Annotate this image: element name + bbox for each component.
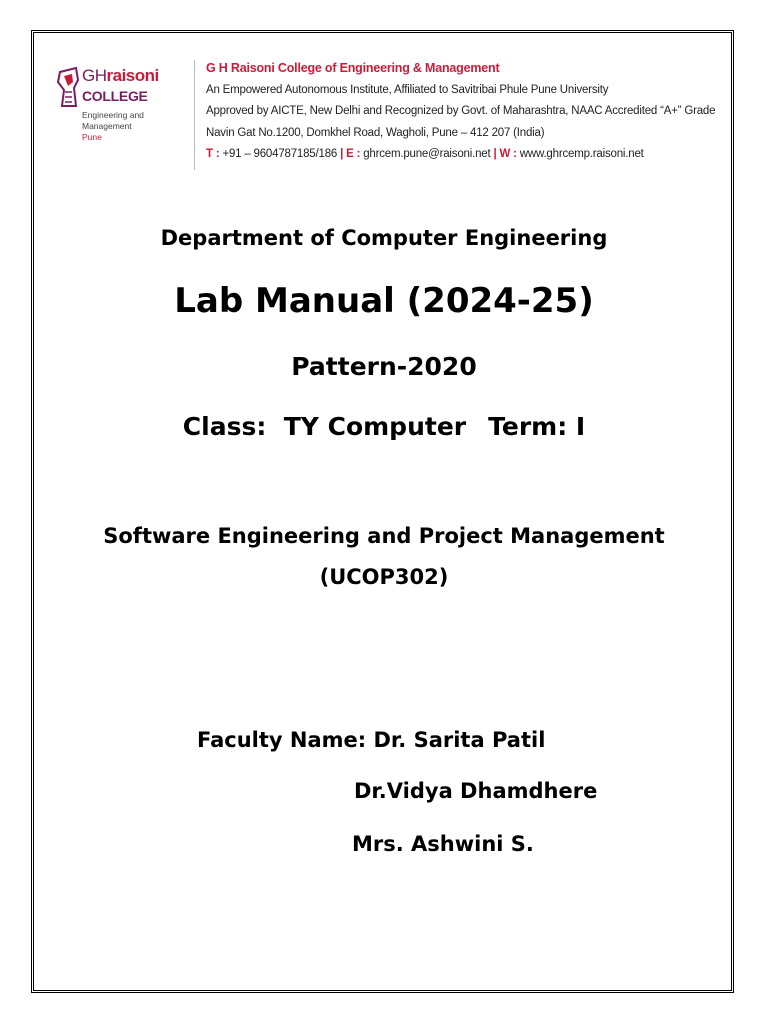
phone-number: +91 – 9604787185/186 bbox=[219, 148, 341, 160]
contact-separator: | bbox=[340, 148, 344, 160]
subject-code: (UCOP302) bbox=[319, 565, 449, 589]
logo-raisoni: raisoni bbox=[106, 66, 159, 85]
term-label: Term: I bbox=[488, 412, 586, 441]
logo-gh: GH bbox=[82, 66, 107, 85]
web-label: W : bbox=[496, 148, 517, 160]
pattern-label: Pattern-2020 bbox=[291, 352, 477, 381]
email-address[interactable]: ghrcem.pune@raisoni.net bbox=[360, 148, 494, 160]
faculty-name-third: Mrs. Ashwini S. bbox=[352, 832, 534, 856]
phone-label: T : bbox=[206, 148, 220, 160]
department-heading: Department of Computer Engineering bbox=[160, 226, 608, 250]
institute-approval: Approved by AICTE, New Delhi and Recognized by Govt. of Maharashtra, NAAC Accredited “A+” Grade bbox=[206, 105, 716, 117]
faculty-name-primary: Faculty Name: Dr. Sarita Patil bbox=[197, 728, 546, 752]
institute-contact bbox=[206, 144, 736, 166]
lion-logo-icon bbox=[56, 66, 80, 110]
subject-name: Software Engineering and Project Management bbox=[103, 524, 665, 548]
email-label: E : bbox=[343, 148, 361, 160]
web-address[interactable]: www.ghrcemp.raisoni.net bbox=[516, 148, 644, 160]
faculty-name-second: Dr.Vidya Dhamdhere bbox=[354, 779, 598, 803]
institute-name: G H Raisoni College of Engineering & Management bbox=[206, 61, 500, 75]
class-term-line bbox=[0, 412, 768, 441]
logo-college: COLLEGE bbox=[82, 88, 148, 104]
document-title: Lab Manual (2024-25) bbox=[174, 281, 594, 321]
institute-info bbox=[206, 58, 736, 166]
institute-address: Navin Gat No.1200, Domkhel Road, Wagholi, Pune – 412 207 (India) bbox=[206, 126, 545, 139]
header-divider bbox=[194, 60, 195, 170]
contact-separator: | bbox=[493, 148, 497, 160]
logo-subtitle bbox=[82, 110, 144, 143]
logo-wordmark bbox=[82, 66, 159, 86]
institute-affiliation: An Empowered Autonomous Institute, Affiliated to Savitribai Phule Pune University bbox=[206, 83, 609, 96]
letterhead bbox=[56, 42, 736, 172]
logo-sub-pune: Pune bbox=[82, 132, 102, 142]
college-logo bbox=[56, 62, 176, 152]
class-label: Class: TY Computer bbox=[182, 412, 467, 441]
logo-sub-line: Management bbox=[82, 121, 132, 131]
logo-sub-line: Engineering and bbox=[82, 110, 144, 120]
